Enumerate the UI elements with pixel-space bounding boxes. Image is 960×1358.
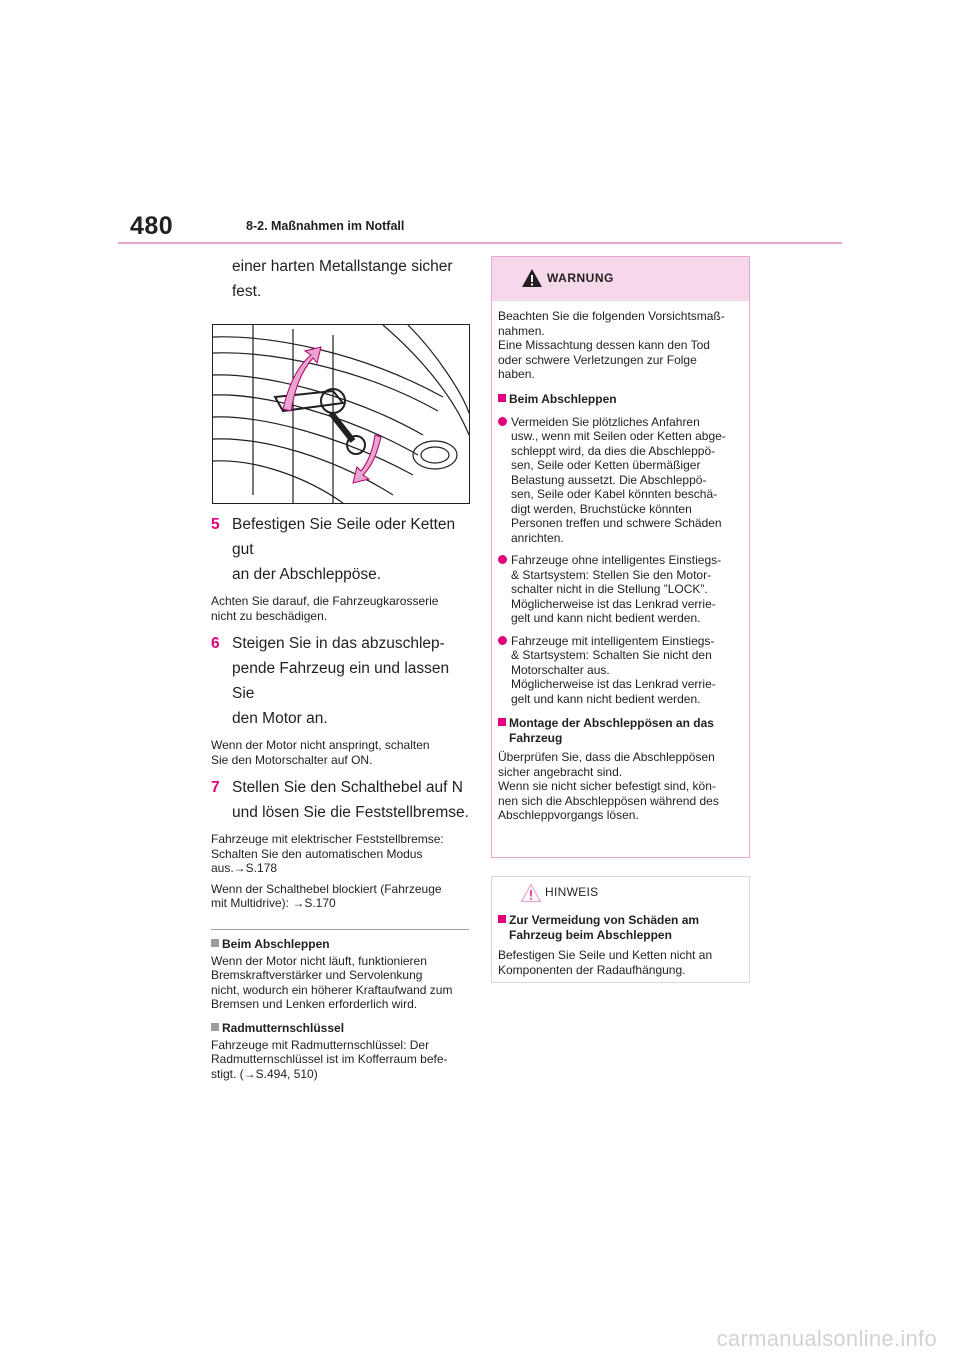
warning-line: schleppt wird, da dies die Abschleppö-: [511, 443, 716, 458]
step-text: Stellen Sie den Schalthebel auf N: [232, 779, 463, 796]
watermark: carmanualsonline.info: [716, 1326, 937, 1351]
section-divider: [211, 929, 469, 930]
info-heading-text: Beim Abschleppen: [222, 936, 330, 951]
warning-bullet: [498, 553, 743, 626]
warning-bullet: [498, 415, 743, 546]
warning-triangle-icon: [521, 268, 543, 288]
warning-paragraph: [498, 750, 743, 823]
warning-line: nahmen.: [498, 323, 545, 338]
page-number: 480: [130, 212, 174, 240]
info-heading: [211, 1021, 469, 1036]
step-number: 5: [211, 516, 220, 533]
hint-body: [492, 905, 749, 977]
warning-subheading-text: Beim Abschleppen: [509, 391, 617, 406]
warning-subheading-text: Montage der Abschleppösen an das: [509, 716, 714, 730]
info-line: Bremskraftverstärker und Servolenkung: [211, 968, 423, 982]
square-bullet-icon: [498, 718, 506, 726]
step-number: 7: [211, 779, 220, 796]
note-line: Sie den Motorschalter auf ON.: [211, 752, 373, 767]
info-line: Wenn der Motor nicht läuft, funktionieren: [211, 953, 427, 968]
warning-line: haben.: [498, 367, 535, 381]
square-bullet-icon: [211, 939, 219, 947]
step-6-note: [211, 738, 469, 767]
square-bullet-icon: [498, 394, 506, 402]
round-bullet-icon: [498, 417, 507, 426]
info-line: Radmutternschlüssel ist im Kofferraum befe-: [211, 1052, 448, 1066]
round-bullet-icon: [498, 636, 507, 645]
warning-line: anrichten.: [511, 530, 564, 545]
warning-line: Eine Missachtung dessen kann den Tod: [498, 338, 710, 352]
warning-line: Überprüfen Sie, dass die Abschleppösen: [498, 750, 715, 764]
warning-line: nen sich die Abschleppösen während des: [498, 793, 719, 808]
square-bullet-icon: [498, 915, 506, 923]
step-text: den Motor an.: [232, 710, 328, 727]
step-6: [211, 631, 469, 731]
info-line: Fahrzeuge mit Radmutternschlüssel: Der: [211, 1037, 430, 1052]
cross-reference-link[interactable]: aus.→S.178: [211, 861, 278, 875]
warning-line: Fahrzeuge mit intelligentem Einstiegs-: [511, 633, 715, 648]
square-bullet-icon: [211, 1023, 219, 1031]
info-heading: [211, 937, 469, 952]
step-7-note: [211, 832, 469, 876]
warning-line: usw., wenn mit Seilen oder Ketten abge-: [511, 429, 726, 443]
warning-bullet: [498, 634, 743, 707]
note-line: Wenn der Motor nicht anspringt, schalten: [211, 738, 430, 752]
step-text: pende Fahrzeug ein und lassen Sie: [232, 660, 450, 702]
warning-line: gelt und kann nicht bedient werden.: [511, 691, 701, 706]
left-column: [211, 254, 469, 1081]
note-line: nicht zu beschädigen.: [211, 608, 328, 623]
warning-body: [492, 301, 749, 823]
cross-reference-link[interactable]: mit Multidrive): →S.170: [211, 896, 336, 910]
warning-line: sicher angebracht sind.: [498, 764, 623, 779]
hint-subheading-text: Zur Vermeidung von Schäden am: [509, 913, 700, 927]
info-text: [211, 954, 469, 1012]
note-line: Fahrzeuge mit elektrischer Feststellbremse:: [211, 832, 444, 846]
info-text: [211, 1038, 469, 1082]
warning-line: & Startsystem: Stellen Sie den Motor-: [511, 567, 712, 582]
warning-line: sen, Seile oder Ketten übermäßiger: [511, 458, 701, 472]
warning-line: digt werden, Bruchstücke könnten: [511, 501, 692, 516]
warning-line: Abschleppvorgangs lösen.: [498, 808, 639, 822]
warning-line: Belastung aussetzt. Die Abschleppö-: [511, 472, 707, 487]
info-line: nicht, wodurch ein höherer Kraftaufwand zum: [211, 982, 453, 997]
step-text: und lösen Sie die Feststellbremse.: [232, 804, 469, 821]
warning-line: sen, Seile oder Kabel könnten beschä-: [511, 487, 718, 501]
warning-line: Personen treffen und schwere Schäden: [511, 516, 722, 530]
warning-box: [491, 256, 750, 858]
warning-subheading: [498, 716, 743, 746]
warning-line: Motorschalter aus.: [511, 662, 610, 677]
lead-text: [232, 254, 469, 304]
lead-line: fest.: [232, 283, 262, 300]
step-text: an der Abschleppöse.: [232, 566, 382, 583]
warning-line: Möglicherweise ist das Lenkrad verrie-: [511, 677, 716, 691]
step-7: [211, 775, 469, 825]
info-line: Bremsen und Lenken erforderlich wird.: [211, 997, 418, 1011]
hint-header: [492, 877, 749, 905]
warning-line: & Startsystem: Schalten Sie nicht den: [511, 648, 712, 662]
note-line: Schalten Sie den automatischen Modus: [211, 846, 423, 861]
section-title: 8-2. Maßnahmen im Notfall: [246, 219, 405, 233]
info-heading-text: Radmutternschlüssel: [222, 1020, 345, 1035]
caution-triangle-icon: [520, 883, 542, 903]
warning-line: Vermeiden Sie plötzliches Anfahren: [511, 414, 700, 429]
warning-subheading: [498, 392, 743, 407]
tow-eye-drawing: [213, 325, 469, 503]
hint-line: Befestigen Sie Seile und Ketten nicht an: [498, 948, 713, 962]
hint-title: HINWEIS: [545, 885, 599, 899]
warning-line: schalter nicht in die Stellung ”LOCK”.: [511, 582, 708, 596]
header-rule: [118, 242, 842, 244]
note-line: Wenn der Schalthebel blockiert (Fahrzeuge: [211, 881, 442, 896]
hint-box: [491, 876, 750, 983]
note-line: Achten Sie darauf, die Fahrzeugkarosserie: [211, 594, 439, 608]
warning-line: oder schwere Verletzungen zur Folge: [498, 352, 697, 367]
warning-line: Beachten Sie die folgenden Vorsichtsmaß-: [498, 309, 725, 323]
step-text: Steigen Sie in das abzuschlep-: [232, 635, 445, 652]
tow-eye-illustration: [212, 324, 470, 504]
step-number: 6: [211, 635, 220, 652]
hint-subheading-text: Fahrzeug beim Abschleppen: [509, 928, 672, 942]
hint-subheading: [498, 913, 743, 943]
step-5: [211, 512, 469, 587]
warning-title: WARNUNG: [547, 271, 614, 285]
round-bullet-icon: [498, 555, 507, 564]
lead-line: einer harten Metallstange sicher: [232, 258, 453, 275]
hint-line: Komponenten der Radaufhängung.: [498, 962, 686, 977]
warning-line: gelt und kann nicht bedient werden.: [511, 611, 701, 625]
step-7-note-2: [211, 882, 469, 911]
step-text: Befestigen Sie Seile oder Ketten gut: [232, 516, 456, 558]
warning-line: Wenn sie nicht sicher befestigt sind, kön-: [498, 779, 716, 793]
hint-paragraph: [498, 948, 743, 977]
warning-line: Fahrzeuge ohne intelligentes Einstiegs-: [511, 553, 722, 567]
cross-reference-link[interactable]: stigt. (→S.494, 510): [211, 1066, 318, 1081]
step-5-note: [211, 594, 469, 623]
warning-header: [492, 257, 749, 301]
warning-line: Möglicherweise ist das Lenkrad verrie-: [511, 596, 716, 611]
warning-subheading-text: Fahrzeug: [509, 731, 563, 745]
